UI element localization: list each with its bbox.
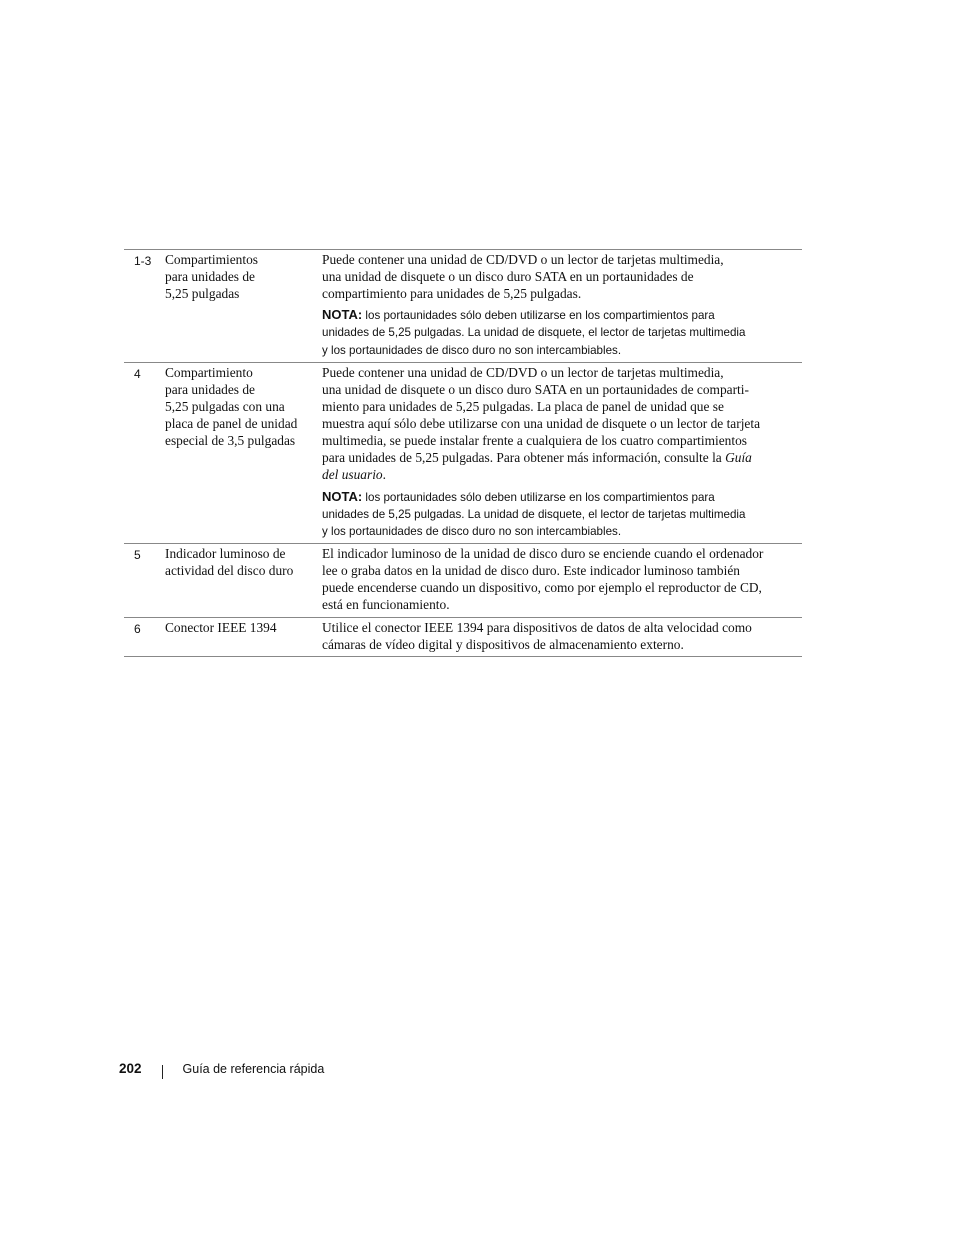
page-number: 202 [119, 1061, 142, 1076]
table-row [124, 617, 802, 656]
note-label: NOTA: [322, 307, 363, 323]
row-number: 1-3 [134, 254, 152, 268]
table-row [124, 544, 802, 617]
feature-name: Conector IEEE 1394 [165, 619, 277, 635]
feature-name: Indicador luminoso de actividad del disco duro [165, 546, 294, 579]
note-label: NOTA: [322, 488, 363, 504]
table-row [124, 250, 802, 363]
row-number: 5 [134, 548, 141, 563]
description-text: Utilice el conector IEEE 1394 para dispositivos de datos de alta velocidad como cámaras de vídeo digital y dispositivos de almacenamiento externo. [322, 619, 752, 652]
description-text: El indicador luminoso de la unidad de disco duro se enciende cuando el ordenador lee o graba datos en la unidad de disco duro. Este indicador luminoso también puede encenderse cuando un dispositivo, como por ejemplo el reproductor de CD, está en funcionamiento. [322, 546, 764, 613]
note-block [322, 488, 802, 541]
description-text-part1: Puede contener una unidad de CD/DVD o un lector de tarjetas multimedia, una unidad de disquete o un disco duro SATA en un portaunidades de comparti- miento para unidades de 5,25 pulgadas. La placa de panel de unidad que se muestra aquí sólo debe utilizarse con una unidad de disquete o un lector de tarjeta multimedia, se puede instalar frente a cualquiera de los cuatro compartimientos para unidades de 5,25 pulgadas. Para obtener más información, consulte la [322, 364, 761, 466]
row-number: 4 [134, 366, 141, 381]
table-row [124, 362, 802, 543]
user-guide-reference: Guía del usuario [322, 450, 752, 483]
feature-description [322, 250, 802, 363]
note-text: los portaunidades sólo deben utilizarse en los compartimientos para unidades de 5,25 pulgadas. La unidad de disquete, el lector de tarjetas multimedia y los portaunidades de disco duro no son intercambiables. [322, 309, 746, 357]
feature-name: Compartimiento para unidades de 5,25 pulgadas con una placa de panel de unidad especial de 3,5 pulgadas [165, 364, 298, 449]
feature-table-container [124, 249, 802, 657]
description-text-part2: . [382, 467, 386, 483]
note-text: los portaunidades sólo deben utilizarse en los compartimientos para unidades de 5,25 pulgadas. La unidad de disquete, el lector de tarjetas multimedia y los portaunidades de disco duro no son intercambiables. [322, 490, 746, 538]
feature-table [124, 249, 802, 657]
page-footer [119, 1061, 324, 1076]
feature-description [322, 544, 802, 617]
note-block [322, 306, 802, 359]
description-text: Puede contener una unidad de CD/DVD o un lector de tarjetas multimedia, una unidad de disquete o un disco duro SATA en un portaunidades de compartimiento para unidades de 5,25 pulgadas. [322, 252, 724, 302]
feature-description [322, 362, 802, 543]
document-title: Guía de referencia rápida [182, 1061, 325, 1076]
footer-separator [162, 1065, 163, 1079]
feature-name: Compartimientos para unidades de 5,25 pulgadas [165, 252, 258, 302]
feature-description [322, 617, 802, 656]
description-text [322, 364, 802, 484]
row-number: 6 [134, 621, 141, 636]
